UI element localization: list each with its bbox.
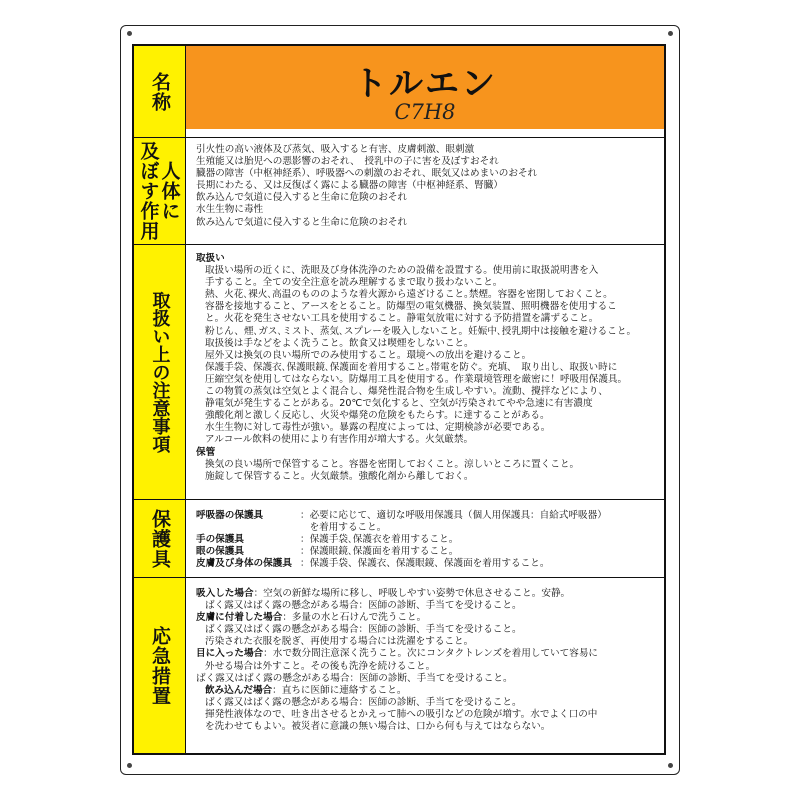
first-aid-instruction: 揮発性液体なので、吐き出させるとかえって肺への吸引などの危険が増す。水でよく口の中	[205, 708, 598, 720]
text-line: 水生生物に対して毒性が強い。暴露の程度によっては、定期検診が必要である。	[205, 422, 551, 434]
name-label: 名称	[149, 71, 171, 112]
ppe-item	[196, 534, 607, 546]
name-banner	[186, 46, 664, 129]
text-line: と。火花を発生させない工具を使用すること。静電気放電に対する予防措置を講ずること。	[205, 313, 599, 325]
text-line: 生殖能又は胎児への悪影響のおそれ、 授乳中の子に害を及ぼすおそれ	[196, 156, 499, 168]
handling-body	[186, 245, 664, 499]
first-aid-case: 皮膚に付着した場合	[196, 612, 283, 624]
text-line: 飲み込んで気道に侵入すると生命に危険のおそれ	[196, 216, 408, 228]
emergency-label-cell	[134, 578, 186, 753]
sds-table	[132, 44, 666, 755]
health-label-cell	[134, 138, 186, 244]
ppe-item	[196, 546, 607, 558]
text-line: 換気の良い場所で保管すること。容器を密閉しておくこと。涼しいところに置くこと。	[205, 458, 580, 470]
text-line: 静電気が発生することがある。20℃で気化すると、空気が汚染されてやや急速に有害濃度	[205, 398, 593, 410]
ppe-item-key	[196, 522, 300, 534]
first-aid-instruction: ばく露又はばく露の懸念がある場合：医師の診断、手当てを受けること。	[205, 696, 522, 708]
first-aid-line	[196, 600, 658, 612]
ppe-item-key: 皮膚及び身体の保護具	[196, 558, 292, 570]
first-aid-line	[196, 648, 658, 660]
chemical-formula: C7H8	[394, 100, 456, 124]
ppe-list	[196, 510, 607, 570]
emergency-row	[134, 577, 664, 753]
mount-hole-top-left	[127, 31, 132, 36]
ppe-item-key: 手の保護具	[196, 534, 244, 546]
handling-label: 取扱い上の注意事項	[149, 291, 171, 453]
first-aid-case: 飲み込んだ場合	[205, 684, 273, 696]
chemical-name: トルエン	[353, 64, 497, 104]
handling-lines	[196, 265, 658, 446]
first-aid-line	[196, 588, 658, 600]
first-aid-line	[196, 624, 658, 636]
text-line: 臓器の障害（中枢神経系）、呼吸器への刺激のおそれ、眠気又はめまいのおそれ	[196, 168, 538, 180]
text-line: 取扱い場所の近くに、洗眼及び身体洗浄のための設備を設置する。使用前に取扱説明書を入	[205, 265, 599, 277]
ppe-body	[186, 500, 664, 577]
handling-label-cell	[134, 245, 186, 499]
ppe-label: 保護具	[149, 508, 171, 569]
first-aid-case: 目に入った場合	[196, 648, 264, 660]
handling-row	[134, 244, 664, 499]
ppe-item	[196, 558, 607, 570]
text-line: 熱、火花､裸火､高温のもののような着火源から遠ざけること｡禁煙。容器を密閉しておくこと。	[205, 289, 613, 301]
text-line: 強酸化剤と激しく反応し、火災や爆発の危険をもたらす。に達することがある。	[205, 410, 550, 422]
first-aid-line	[196, 636, 658, 648]
first-aid-line	[196, 685, 658, 697]
first-aid-instruction: ばく露又はばく露の懸念がある場合：医師の診断、手当てを受けること。	[205, 600, 522, 612]
first-aid-instruction: ：空気の新鮮な場所に移し、呼吸しやすい姿勢で休息させること。安静。	[253, 588, 571, 599]
health-body	[186, 138, 664, 244]
ppe-row	[134, 499, 664, 577]
text-line: 長期にわたる、又は反復ばく露による臓器の障害（中枢神経系、腎臓）	[196, 180, 503, 192]
ppe-item-value: ：必要に応じて、適切な呼吸用保護具（個人用保護具：自給式呼吸器）	[300, 510, 607, 521]
text-line: 保護手袋、保護衣､保護眼鏡､保護面を着用すること｡帯電を防ぐ。充填、 取り出し、取扱い時に	[205, 361, 618, 373]
ppe-label-cell	[134, 500, 186, 577]
storage-heading: 保管	[196, 446, 216, 458]
text-line: 手すること。全ての安全注意を読み理解するまで取り扱わないこと。	[205, 277, 503, 289]
ppe-item-value: ：保護手袋、保護衣、保護眼鏡、保護面を着用すること。	[300, 558, 550, 570]
mount-hole-top-right	[668, 31, 673, 36]
mount-hole-bottom-left	[127, 763, 132, 768]
text-line: 粉じん、煙､ガス､ミスト、蒸気､スプレーを吸入しないこと。妊娠中､授乳期中は接触を避けること。	[205, 325, 637, 337]
emergency-body	[186, 578, 664, 753]
text-line: この物質の蒸気は空気とよく混合し、爆発性混合物を生成しやすい。流動、攪拌などにより、	[205, 386, 608, 398]
first-aid-line	[196, 661, 658, 673]
ppe-item-value: ：保護眼鏡､保護面を着用すること。	[300, 546, 459, 558]
first-aid-line	[196, 709, 658, 721]
text-line: 水生生物に毒性	[196, 204, 264, 216]
health-label-right: 人体に	[158, 161, 181, 221]
first-aid-line	[196, 673, 658, 685]
first-aid-instruction: ：多量の水と石けんで洗うこと。	[282, 612, 427, 624]
first-aid-line	[196, 697, 658, 709]
handling-text	[196, 253, 658, 483]
text-line: アルコール飲料の使用により有害作用が増大する。火気厳禁。	[205, 434, 474, 446]
text-line: 飲み込んで気道に侵入すると生命に危険のおそれ	[196, 192, 408, 204]
first-aid-instruction: ：直ちに医師に連絡すること。	[272, 684, 407, 696]
ppe-item-key: 眼の保護具	[196, 546, 244, 558]
health-label-left: 及ぼす作用	[137, 141, 160, 241]
first-aid-line	[196, 612, 658, 624]
text-line: 容器を接地すること、アースをとること。防爆型の電気機器、換気装置、照明機器を使用するこ	[205, 301, 617, 313]
first-aid-instruction: ばく露又はばく露の懸念がある場合：医師の診断、手当てを受けること。	[205, 624, 522, 636]
text-line: 施錠して保管すること。火気厳禁。強酸化剤から離しておく。	[205, 470, 474, 482]
ppe-item	[196, 522, 607, 534]
name-body	[186, 46, 664, 137]
first-aid-case: 吸入した場合	[196, 588, 254, 599]
ppe-item	[196, 510, 607, 522]
text-line: 取扱後は手などをよく洗うこと。飲食又は喫煙をしないこと。	[205, 337, 474, 349]
text-line: 引火性の高い液体及び蒸気、吸入すると有害、皮膚刺激、眼刺激	[196, 144, 475, 155]
ppe-item-key: 呼吸器の保護具	[196, 510, 264, 521]
first-aid-instruction: 外せる場合は外すこと。その後も洗浄を続けること。	[205, 660, 436, 672]
ppe-item-value: ：保護手袋､保護衣を着用すること。	[300, 534, 459, 546]
mount-hole-bottom-right	[668, 763, 673, 768]
health-row	[134, 137, 664, 244]
first-aid-instruction: ばく露又はばく露の懸念がある場合：医師の診断、手当てを受けること。	[196, 672, 513, 684]
ppe-item-value: を着用すること。	[300, 522, 387, 534]
health-effects-text	[196, 144, 658, 229]
first-aid-line	[196, 721, 658, 733]
storage-lines	[196, 459, 658, 483]
emergency-label: 応急措置	[149, 625, 171, 706]
first-aid-instruction: ：水で数分間注意深く洗うこと。次にコンタクトレンズを着用していて容易に	[263, 648, 599, 660]
handling-heading: 取扱い	[196, 253, 225, 264]
first-aid-instruction: を洗わせてもよい。被災者に意識の無い場合は、口から何も与えてはならない。	[205, 721, 551, 733]
name-row	[134, 46, 664, 137]
name-label-cell	[134, 46, 186, 137]
first-aid-instruction: 汚染された衣服を脱ぎ、再使用する場合には洗濯をすること。	[205, 636, 474, 648]
text-line: 屋外又は換気の良い場所でのみ使用すること。環境への放出を避けること。	[205, 349, 532, 361]
text-line: 圧縮空気を使用してはならない。防爆用工具を使用する。作業環境管理を厳密に！呼吸用保護具。	[205, 373, 628, 385]
first-aid-text	[196, 588, 658, 733]
